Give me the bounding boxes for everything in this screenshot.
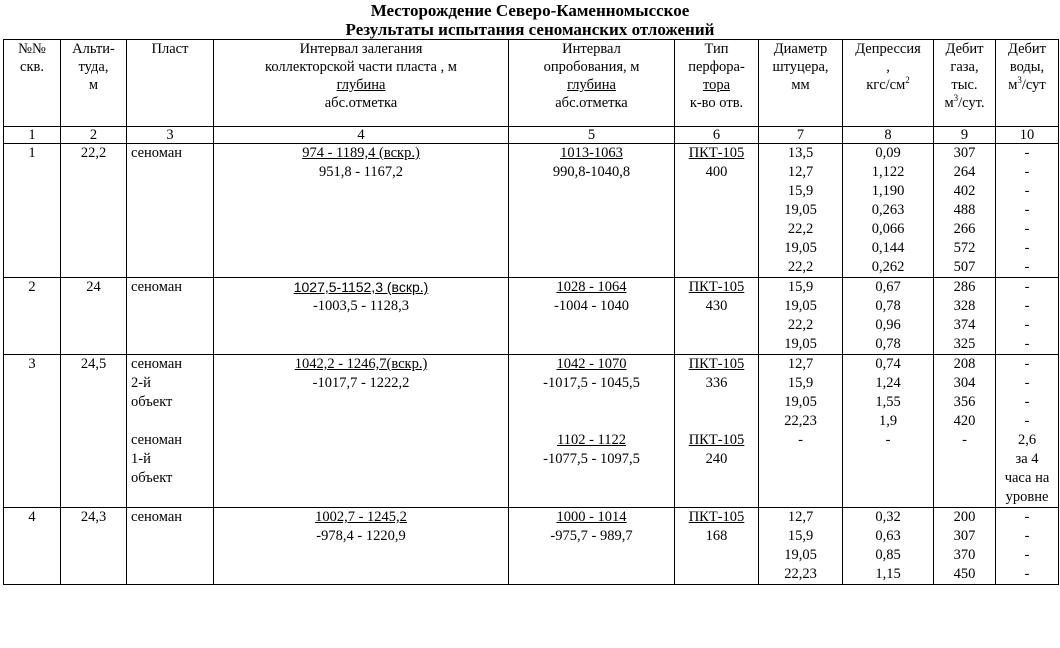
diam-value: 19,05 <box>784 394 817 410</box>
header-text: абс.отметка <box>555 95 628 111</box>
header-gas-rate <box>934 40 996 127</box>
perforation-count: 400 <box>705 164 728 180</box>
diam-value: 15,9 <box>787 528 814 544</box>
layer-name: 1-й <box>131 451 151 467</box>
header-text: глубина <box>336 77 386 93</box>
document-titles <box>0 1 1060 39</box>
well-number: 3 <box>28 356 36 372</box>
test-interval-cell <box>509 508 675 585</box>
test-abs: -975,7 - 989,7 <box>550 528 633 544</box>
column-number: 10 <box>996 127 1059 144</box>
column-number: 4 <box>214 127 509 144</box>
column-number-row <box>4 127 1059 144</box>
test-interval-cell <box>509 355 675 508</box>
perforation-count: 168 <box>705 528 728 544</box>
perforator-type: ПКТ-105 <box>688 279 745 295</box>
table-row <box>4 144 1059 278</box>
water-value: уровне <box>1005 489 1049 505</box>
altitude: 24,3 <box>80 509 107 525</box>
depr-value: 0,78 <box>875 298 901 314</box>
water-value: 2,6 <box>1017 432 1037 448</box>
altitude: 24,5 <box>80 356 107 372</box>
water-cell <box>996 508 1059 585</box>
water-value: - <box>1024 164 1030 180</box>
water-value: - <box>1024 279 1030 295</box>
column-number: 7 <box>759 127 843 144</box>
depr-value: 1,122 <box>871 164 905 180</box>
water-value: - <box>1024 336 1030 352</box>
gas-value: 450 <box>953 566 976 582</box>
reservoir-interval-cell <box>214 144 509 278</box>
header-text: Депрессия <box>855 41 921 57</box>
test-depth: 1042 - 1070 <box>556 356 627 372</box>
well-number: 1 <box>28 145 36 161</box>
layer-name: сеноман <box>131 509 183 525</box>
depr-value: 0,67 <box>875 279 901 295</box>
interval-depth: 1042,2 - 1246,7(вскр.) <box>294 356 428 372</box>
depr-value: 0,09 <box>875 145 901 161</box>
diam-value: 12,7 <box>787 164 814 180</box>
column-number: 1 <box>4 127 61 144</box>
well-number-cell <box>4 144 61 278</box>
water-value: за 4 <box>1015 451 1039 467</box>
header-text: Пласт <box>151 41 189 57</box>
diam-cell <box>759 144 843 278</box>
altitude-cell <box>61 508 127 585</box>
diam-value: 19,05 <box>784 336 817 352</box>
perforator-cell <box>675 508 759 585</box>
gas-value: 356 <box>953 394 976 410</box>
layer-name: сеноман <box>131 145 183 161</box>
header-text: коллекторской части пласта , м <box>265 59 457 75</box>
gas-value: 572 <box>953 240 976 256</box>
gas-cell <box>934 508 996 585</box>
column-number: 5 <box>509 127 675 144</box>
interval-depth: 1027,5-1152,3 (вскр.) <box>293 279 429 295</box>
test-abs: -1077,5 - 1097,5 <box>543 451 640 467</box>
water-cell <box>996 355 1059 508</box>
gas-value: 420 <box>953 413 976 429</box>
header-text: м <box>88 77 99 93</box>
water-value: - <box>1024 528 1030 544</box>
unit-text: м <box>944 95 954 111</box>
header-text <box>936 94 993 112</box>
depr-value: 0,263 <box>871 202 905 218</box>
gas-value: 370 <box>953 547 976 563</box>
header-text: Альти- <box>72 41 115 57</box>
altitude-cell <box>61 278 127 355</box>
diam-value: 15,9 <box>787 183 814 199</box>
column-number: 3 <box>127 127 214 144</box>
water-value: - <box>1024 221 1030 237</box>
depr-cell <box>843 278 934 355</box>
diam-value: 22,2 <box>787 221 814 237</box>
header-text: глубина <box>567 77 616 93</box>
gas-value: 307 <box>953 145 976 161</box>
reservoir-interval-cell <box>214 278 509 355</box>
water-value: - <box>1024 259 1030 275</box>
diam-cell <box>759 278 843 355</box>
gas-value: 286 <box>953 279 976 295</box>
reservoir-interval-cell <box>214 355 509 508</box>
header-test-interval <box>509 40 675 127</box>
water-cell <box>996 278 1059 355</box>
layer-name: объект <box>131 470 173 486</box>
gas-value: 328 <box>953 298 976 314</box>
test-depth: 1028 - 1064 <box>556 279 627 295</box>
depr-value: - <box>885 432 891 448</box>
water-value: - <box>1024 509 1030 525</box>
gas-value: 374 <box>953 317 976 333</box>
water-value: - <box>1024 356 1030 372</box>
header-text: Дебит <box>1008 41 1046 57</box>
unit-exponent: 3 <box>1017 75 1022 86</box>
water-value: - <box>1024 145 1030 161</box>
diam-value: 22,2 <box>787 259 814 275</box>
diam-cell <box>759 508 843 585</box>
test-abs: 990,8-1040,8 <box>552 164 631 180</box>
perforator-type: ПКТ-105 <box>688 356 745 372</box>
test-depth: 1000 - 1014 <box>556 509 627 525</box>
perforator-type: ПКТ-105 <box>688 509 745 525</box>
header-text: газа, <box>950 59 979 75</box>
header-text: , <box>886 59 890 75</box>
water-value: - <box>1024 566 1030 582</box>
header-text: Диаметр <box>773 41 828 57</box>
water-value: часа на <box>1004 470 1050 486</box>
header-water-rate <box>996 40 1059 127</box>
header-text: тора <box>702 77 731 93</box>
perforation-count: 336 <box>705 375 728 391</box>
diam-value: - <box>798 432 803 448</box>
test-abs: -1004 - 1040 <box>554 298 629 314</box>
header-text: тыс. <box>951 77 978 93</box>
well-number-cell <box>4 355 61 508</box>
header-text: Интервал <box>562 41 621 57</box>
column-number: 9 <box>934 127 996 144</box>
test-depth: 1013-1063 <box>560 145 623 161</box>
diam-value: 19,05 <box>784 202 817 218</box>
header-text: Тип <box>704 41 729 57</box>
gas-value: 304 <box>953 375 976 391</box>
spacer <box>677 393 756 412</box>
diam-value: 15,9 <box>787 279 814 295</box>
water-cell <box>996 144 1059 278</box>
perforator-cell <box>675 278 759 355</box>
table-row <box>4 355 1059 508</box>
unit-text: /сут. <box>958 95 985 111</box>
water-value: - <box>1024 240 1030 256</box>
header-text <box>998 76 1056 94</box>
test-abs: -1017,5 - 1045,5 <box>543 375 640 391</box>
depr-cell <box>843 144 934 278</box>
well-number-cell <box>4 508 61 585</box>
gas-cell <box>934 278 996 355</box>
gas-value: 402 <box>953 183 976 199</box>
perforator-type: ПКТ-105 <box>688 432 745 448</box>
interval-abs: -978,4 - 1220,9 <box>316 528 406 544</box>
perforation-count: 430 <box>705 298 728 314</box>
depr-value: 1,24 <box>875 375 901 391</box>
depr-value: 0,74 <box>875 356 901 372</box>
diam-value: 19,05 <box>784 547 817 563</box>
unit-text: м <box>1008 77 1018 93</box>
gas-value: - <box>962 432 967 448</box>
gas-value: 208 <box>953 356 976 372</box>
spacer <box>677 412 756 431</box>
field-title: Месторождение Северо-Каменномысское <box>370 1 690 20</box>
header-text: абс.отметка <box>324 95 398 111</box>
water-value: - <box>1024 413 1030 429</box>
header-text: мм <box>791 77 810 93</box>
interval-abs: -1017,7 - 1222,2 <box>312 375 410 391</box>
column-number: 6 <box>675 127 759 144</box>
layer-cell <box>127 508 214 585</box>
depr-value: 0,78 <box>875 336 901 352</box>
unit-text: /сут <box>1021 77 1046 93</box>
depr-value: 0,32 <box>875 509 901 525</box>
diam-value: 19,05 <box>784 298 817 314</box>
depr-value: 1,55 <box>875 394 901 410</box>
water-value: - <box>1024 298 1030 314</box>
diam-value: 22,23 <box>784 566 817 582</box>
header-text: воды, <box>1009 59 1045 75</box>
diam-value: 19,05 <box>784 240 817 256</box>
well-number: 4 <box>28 509 36 525</box>
header-text: опробования, м <box>543 59 640 75</box>
depr-value: 0,96 <box>875 317 901 333</box>
header-text: Интервал залегания <box>299 41 423 57</box>
layer-name: сеноман <box>131 279 183 295</box>
column-number: 8 <box>843 127 934 144</box>
column-number: 2 <box>61 127 127 144</box>
header-text: к-во отв. <box>689 95 744 111</box>
table-row <box>4 508 1059 585</box>
header-choke-diameter <box>759 40 843 127</box>
depr-value: 1,9 <box>878 413 898 429</box>
gas-cell <box>934 355 996 508</box>
spacer <box>511 393 672 412</box>
spacer <box>131 412 211 431</box>
header-text <box>845 76 931 94</box>
test-depth: 1102 - 1122 <box>556 432 626 448</box>
depr-cell <box>843 355 934 508</box>
water-value: - <box>1024 547 1030 563</box>
altitude: 22,2 <box>80 145 107 161</box>
unit-text: кгс/см <box>866 77 906 93</box>
layer-cell <box>127 278 214 355</box>
header-reservoir-interval <box>214 40 509 127</box>
table-title: Результаты испытания сеноманских отложений <box>345 20 715 39</box>
interval-abs: 951,8 - 1167,2 <box>318 164 404 180</box>
header-perforator <box>675 40 759 127</box>
diam-value: 13,5 <box>787 145 814 161</box>
reservoir-interval-cell <box>214 508 509 585</box>
water-value: - <box>1024 394 1030 410</box>
diam-value: 12,7 <box>787 356 814 372</box>
test-interval-cell <box>509 144 675 278</box>
header-layer <box>127 40 214 127</box>
depr-value: 0,066 <box>871 221 905 237</box>
gas-value: 507 <box>953 259 976 275</box>
water-value: - <box>1024 375 1030 391</box>
diam-value: 22,2 <box>787 317 814 333</box>
gas-value: 200 <box>953 509 976 525</box>
interval-depth: 1002,7 - 1245,2 <box>315 509 407 525</box>
diam-value: 15,9 <box>787 375 814 391</box>
layer-name: сеноман <box>131 432 183 448</box>
header-text: туда, <box>78 59 109 75</box>
altitude: 24 <box>86 279 101 295</box>
unit-exponent: 3 <box>953 93 959 104</box>
header-text: Дебит <box>945 41 984 57</box>
header-depression <box>843 40 934 127</box>
depr-value: 0,85 <box>875 547 901 563</box>
header-text: перфора- <box>688 59 745 75</box>
layer-name: объект <box>131 394 173 410</box>
perforation-count: 240 <box>705 451 728 467</box>
header-text: штуцера, <box>772 59 829 75</box>
water-value: - <box>1024 202 1030 218</box>
water-value: - <box>1024 183 1030 199</box>
spacer <box>511 412 672 431</box>
depr-cell <box>843 508 934 585</box>
header-text: №№ <box>18 41 46 57</box>
layer-name: сеноман <box>131 356 183 372</box>
well-number-cell <box>4 278 61 355</box>
wells-body <box>4 144 1059 585</box>
diam-value: 12,7 <box>787 509 814 525</box>
layer-name: 2-й <box>131 375 151 391</box>
header-well-no <box>4 40 61 127</box>
header-row <box>4 40 1059 127</box>
depr-value: 1,190 <box>871 183 905 199</box>
layer-cell <box>127 355 214 508</box>
header-altitude <box>61 40 127 127</box>
layer-cell <box>127 144 214 278</box>
interval-abs: -1003,5 - 1128,3 <box>312 298 410 314</box>
perforator-type: ПКТ-105 <box>688 145 745 161</box>
altitude-cell <box>61 355 127 508</box>
gas-value: 266 <box>953 221 976 237</box>
table-row <box>4 278 1059 355</box>
depr-value: 1,15 <box>875 566 901 582</box>
gas-value: 264 <box>953 164 976 180</box>
test-interval-cell <box>509 278 675 355</box>
interval-depth: 974 - 1189,4 (вскр.) <box>302 145 420 161</box>
depr-value: 0,144 <box>871 240 905 256</box>
depr-value: 0,63 <box>875 528 901 544</box>
perforator-cell <box>675 144 759 278</box>
gas-value: 325 <box>953 336 976 352</box>
depr-value: 0,262 <box>871 259 905 275</box>
water-value: - <box>1024 317 1030 333</box>
test-results-table <box>3 39 1059 585</box>
gas-value: 488 <box>953 202 976 218</box>
diam-value: 22,23 <box>784 413 817 429</box>
gas-cell <box>934 144 996 278</box>
gas-value: 307 <box>953 528 976 544</box>
perforator-cell <box>675 355 759 508</box>
unit-exponent: 2 <box>905 75 910 86</box>
header-text: скв. <box>20 59 44 75</box>
well-number: 2 <box>28 279 36 295</box>
altitude-cell <box>61 144 127 278</box>
diam-cell <box>759 355 843 508</box>
